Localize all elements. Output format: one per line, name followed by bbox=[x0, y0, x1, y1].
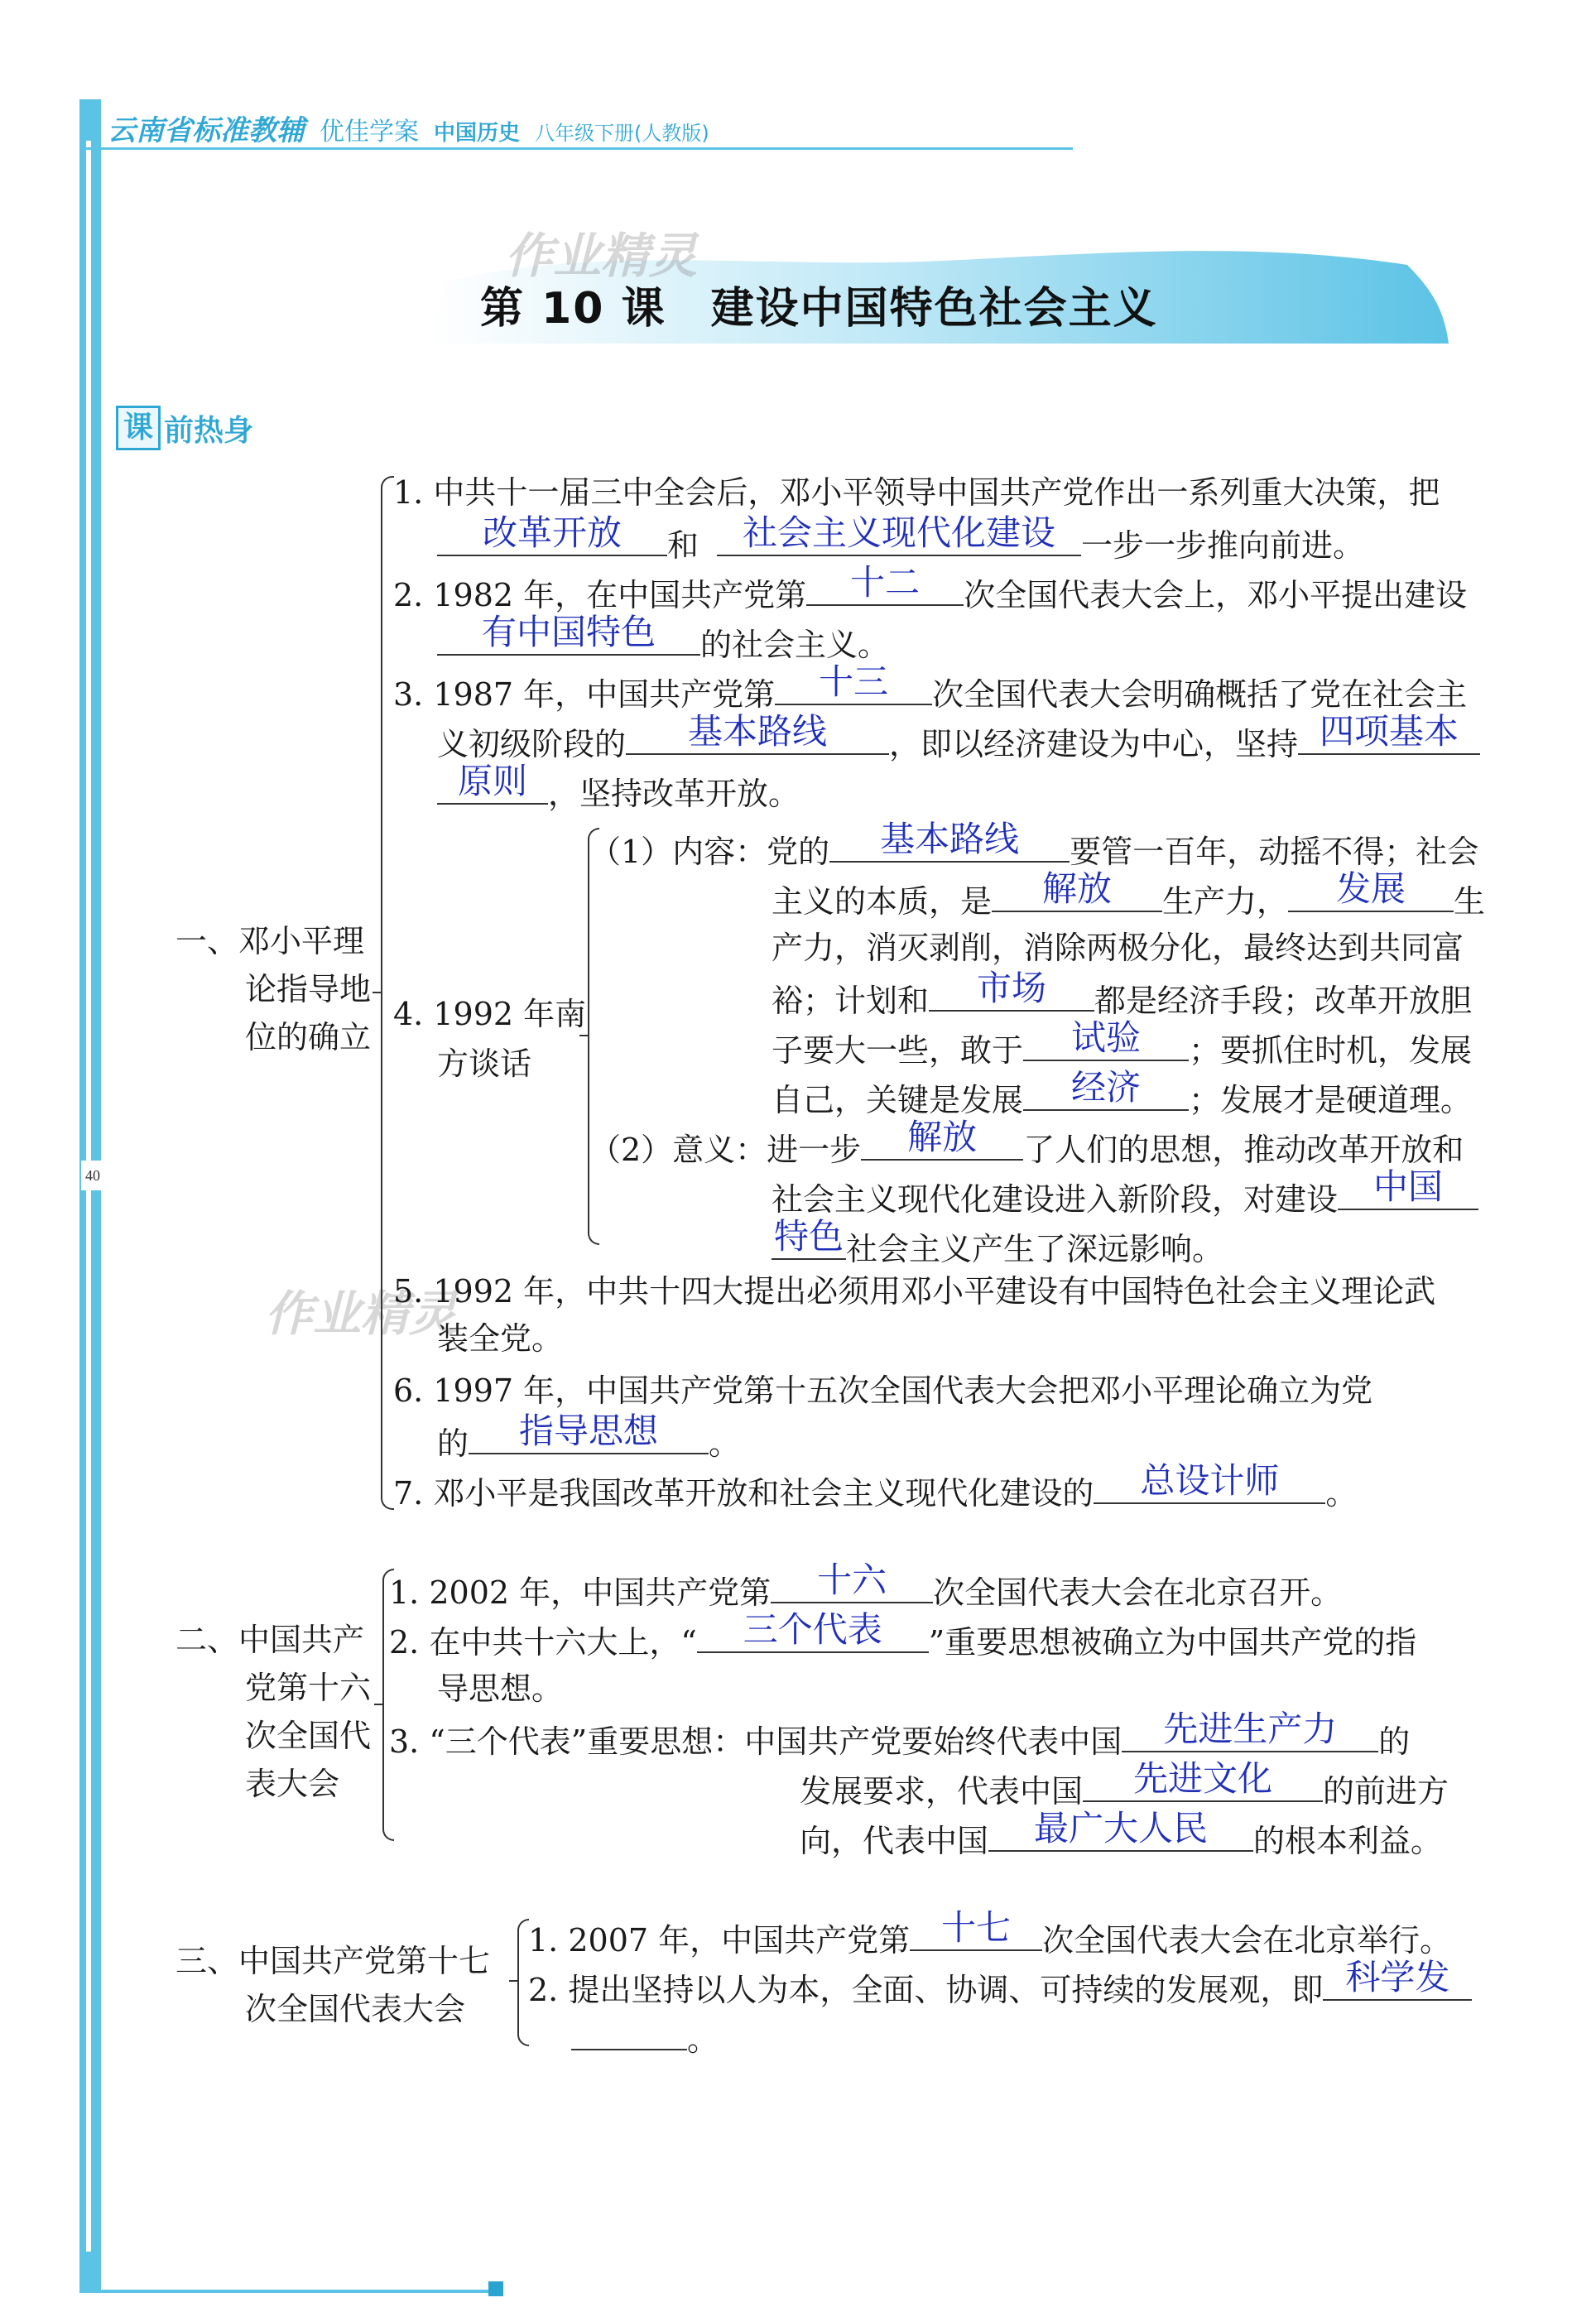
answer-text: 改革开放 bbox=[482, 512, 622, 553]
p1-item5-line1: 5. 1992 年，中共十四大提出必须用邓小平建设有中国特色社会主义理论武 bbox=[393, 1273, 1436, 1310]
text: （2）意义：进一步 bbox=[589, 1132, 862, 1168]
part3-heading-line: 三、中国共产党第十七 bbox=[175, 1943, 491, 1979]
series-name: 云南省标准教辅 bbox=[108, 114, 305, 147]
text: 生产力， bbox=[1162, 883, 1289, 920]
answer-blank bbox=[1288, 868, 1454, 912]
answer-text: 十二 bbox=[850, 562, 921, 603]
answer-text: 先进生产力 bbox=[1163, 1709, 1338, 1749]
text: 自己，关键是发展 bbox=[772, 1082, 1024, 1118]
text: 次全国代表大会明确概括了党在社会主 bbox=[932, 676, 1468, 713]
p1-item3-line1 bbox=[393, 661, 1468, 715]
text: 中国共产党要始终代表中国 bbox=[744, 1723, 1122, 1760]
answer-blank bbox=[1122, 1709, 1378, 1752]
p1-item4-label2: 方谈话 bbox=[437, 1045, 532, 1082]
text: 的根本利益。 bbox=[1253, 1823, 1443, 1859]
answer-blank bbox=[1023, 1017, 1189, 1061]
answer-blank bbox=[1338, 1166, 1478, 1210]
section-label: 前热身 bbox=[164, 413, 254, 448]
text: ；要抓住时机，发展 bbox=[1189, 1032, 1473, 1069]
answer-text: 先进文化 bbox=[1133, 1758, 1273, 1799]
text: 。 bbox=[1325, 1475, 1358, 1512]
answer-text: 解放 bbox=[1042, 868, 1113, 909]
text: 向，代表中国 bbox=[800, 1823, 989, 1859]
subject-name: 中国历史 bbox=[434, 121, 521, 146]
answer-text: 基本路线 bbox=[688, 711, 828, 752]
part1-brace-tick bbox=[373, 992, 381, 993]
text: 裕；计划和 bbox=[772, 983, 930, 1019]
text: 3. 1987 年，中国共产党第 bbox=[393, 676, 776, 713]
p1-item5-line2: 装全党。 bbox=[437, 1320, 564, 1357]
answer-blank bbox=[775, 661, 932, 705]
page-number: 40 bbox=[81, 1161, 104, 1190]
p1-item4-c2-line3 bbox=[772, 1216, 1224, 1270]
p1-item3-line3 bbox=[437, 761, 800, 815]
text: 了人们的思想，推动改革开放和 bbox=[1023, 1132, 1464, 1168]
text: 3. “三个代表”重要思想： bbox=[389, 1723, 745, 1760]
text: 要管一百年，动摇不得；社会 bbox=[1070, 834, 1479, 870]
p1-item7 bbox=[393, 1460, 1358, 1514]
text: 的前进方 bbox=[1323, 1773, 1449, 1810]
answer-text: 经济 bbox=[1071, 1067, 1142, 1108]
answer-text: 市场 bbox=[977, 968, 1047, 1008]
p1-item4-label: 4. 1992 年南 bbox=[393, 996, 587, 1032]
text: 次全国代表大会在北京召开。 bbox=[933, 1574, 1343, 1611]
text: 都是经济手段；改革开放胆 bbox=[1094, 983, 1473, 1019]
text: （1）内容：党的 bbox=[589, 834, 830, 870]
text: 一步一步推向前进。 bbox=[1081, 527, 1365, 564]
section-tag bbox=[116, 406, 253, 450]
left-margin-inner-line bbox=[86, 141, 91, 2252]
answer-blank bbox=[772, 1216, 846, 1260]
answer-blank bbox=[697, 1609, 929, 1653]
answer-blank bbox=[1083, 1758, 1323, 1802]
answer-text: 指导思想 bbox=[519, 1411, 659, 1451]
answer-blank bbox=[437, 512, 667, 556]
answer-blank bbox=[437, 612, 700, 656]
answer-text: 科学发 bbox=[1345, 1957, 1450, 1997]
text: 7. 邓小平是我国改革开放和社会主义现代化建设的 bbox=[393, 1475, 1094, 1512]
p2-item2-line1 bbox=[389, 1609, 1417, 1663]
watermark-top: 作业精灵 bbox=[505, 228, 698, 284]
answer-blank bbox=[992, 868, 1162, 912]
footer-rule bbox=[79, 2290, 493, 2293]
p1-item1-line1: 1. 中共十一届三中全会后，邓小平领导中国共产党作出一系列重大决策，把 bbox=[393, 474, 1440, 511]
book-name: 优佳学案 bbox=[320, 118, 419, 147]
lesson-title: 第 10 课 建设中国特色社会主义 bbox=[480, 284, 1158, 334]
answer-blank bbox=[717, 512, 1081, 556]
p2-item1 bbox=[389, 1560, 1343, 1613]
answer-text: 十三 bbox=[819, 661, 889, 702]
item4-brace bbox=[588, 828, 599, 1245]
p1-item2-line2 bbox=[437, 612, 890, 666]
watermark-middle: 作业精灵 bbox=[265, 1286, 458, 1342]
footer-square-ornament bbox=[488, 2281, 503, 2296]
answer-blank bbox=[1094, 1460, 1325, 1504]
answer-blank bbox=[1298, 711, 1480, 755]
answer-blank bbox=[626, 711, 889, 755]
p1-item4-c1-line4 bbox=[772, 968, 1473, 1021]
p1-item3-line2 bbox=[437, 711, 1480, 765]
p1-item4-c2-line2 bbox=[772, 1166, 1478, 1220]
text: 的 bbox=[437, 1425, 469, 1462]
part2-heading-line: 次全国代 bbox=[245, 1718, 372, 1754]
text: 。 bbox=[687, 2021, 719, 2058]
part2-brace-tick bbox=[374, 1704, 382, 1705]
p3-item1 bbox=[528, 1907, 1452, 1961]
p3-item2-line2 bbox=[571, 2016, 719, 2060]
part1-heading bbox=[175, 917, 371, 1061]
running-header bbox=[108, 108, 709, 147]
answer-blank bbox=[1023, 1067, 1189, 1111]
part2-heading-line: 二、中国共产 bbox=[175, 1622, 365, 1658]
answer-blank bbox=[1323, 1957, 1472, 2001]
p1-item6-line1: 6. 1997 年，中国共产党第十五次全国代表大会把邓小平理论确立为党 bbox=[393, 1372, 1373, 1409]
item4-brace-tick bbox=[579, 1035, 588, 1036]
text: 1. 2002 年，中国共产党第 bbox=[389, 1574, 772, 1611]
p1-item4-c2-line1 bbox=[589, 1117, 1464, 1170]
answer-text: 三个代表 bbox=[743, 1609, 882, 1650]
part3-brace bbox=[517, 1919, 529, 2046]
answer-text: 总设计师 bbox=[1140, 1460, 1280, 1501]
p2-item3-line1 bbox=[389, 1709, 1411, 1762]
part1-heading-line: 论指导地 bbox=[245, 971, 372, 1007]
text: 2. 1982 年，在中国共产党第 bbox=[393, 577, 807, 613]
p2-item3-line3 bbox=[800, 1808, 1443, 1862]
section-badge: 课 bbox=[116, 406, 161, 450]
answer-blank bbox=[910, 1907, 1042, 1951]
p1-item2-line1 bbox=[393, 562, 1468, 616]
p1-item4-c1-line3: 产力，消灭剥削，消除两极分化，最终达到共同富 bbox=[772, 930, 1464, 966]
answer-blank bbox=[469, 1411, 709, 1454]
text: 的社会主义。 bbox=[700, 627, 890, 663]
text: ”重要思想被确立为中国共产党的指 bbox=[928, 1624, 1417, 1661]
p1-item4-c1-line2 bbox=[772, 868, 1486, 922]
text: 发展要求，代表中国 bbox=[800, 1773, 1084, 1810]
text: 生 bbox=[1454, 883, 1486, 920]
answer-blank bbox=[988, 1808, 1253, 1852]
answer-text: 有中国特色 bbox=[481, 612, 656, 652]
text: 子要大一些，敢于 bbox=[772, 1032, 1024, 1069]
part2-heading bbox=[175, 1616, 371, 1808]
text: 和 bbox=[667, 527, 699, 564]
answer-text: 发展 bbox=[1336, 868, 1406, 909]
text: 次全国代表大会上，邓小平提出建设 bbox=[964, 577, 1468, 613]
text: ，坚持改革开放。 bbox=[548, 776, 800, 812]
answer-blank bbox=[771, 1560, 933, 1603]
part3-brace-tick bbox=[509, 1980, 517, 1982]
text: 2. 在中共十六大上，“ bbox=[389, 1624, 697, 1661]
text: 。 bbox=[709, 1425, 741, 1462]
answer-blank bbox=[571, 2016, 687, 2050]
part1-heading-line: 位的确立 bbox=[245, 1019, 372, 1055]
p3-item2-line1 bbox=[528, 1957, 1472, 2011]
answer-text: 十七 bbox=[941, 1907, 1012, 1948]
answer-text: 社会主义现代化建设 bbox=[743, 512, 1056, 553]
answer-text: 基本路线 bbox=[880, 819, 1020, 859]
answer-blank bbox=[861, 1117, 1023, 1161]
text: 次全国代表大会在北京举行。 bbox=[1042, 1922, 1452, 1959]
answer-text: 解放 bbox=[907, 1117, 978, 1157]
part3-heading bbox=[175, 1937, 490, 2033]
text: ，即以经济建设为中心，坚持 bbox=[889, 726, 1299, 762]
p2-item3-line2 bbox=[800, 1758, 1449, 1812]
text: 1. 2007 年，中国共产党第 bbox=[528, 1922, 911, 1959]
text: 社会主义产生了深远影响。 bbox=[846, 1231, 1224, 1267]
p1-item4-c1-line1 bbox=[589, 819, 1479, 872]
text: ；发展才是硬道理。 bbox=[1189, 1082, 1473, 1118]
text: 义初级阶段的 bbox=[437, 726, 627, 762]
answer-text: 十六 bbox=[817, 1560, 887, 1600]
answer-blank bbox=[806, 562, 964, 606]
part2-heading-line: 表大会 bbox=[245, 1766, 340, 1802]
answer-text: 原则 bbox=[457, 761, 527, 801]
answer-text: 中国 bbox=[1373, 1166, 1444, 1207]
p2-item2-line2: 导思想。 bbox=[437, 1670, 564, 1707]
part1-brace bbox=[381, 476, 394, 1510]
grade-label: 八年级下册(人教版) bbox=[535, 122, 709, 145]
text: 社会主义现代化建设进入新阶段，对建设 bbox=[772, 1181, 1339, 1218]
answer-text: 最广大人民 bbox=[1034, 1808, 1209, 1848]
part3-heading-line: 次全国代表大会 bbox=[245, 1991, 466, 2027]
text: 2. 提出坚持以人为本，全面、协调、可持续的发展观，即 bbox=[528, 1972, 1324, 2008]
answer-blank bbox=[929, 968, 1094, 1012]
p1-item4-c1-line6 bbox=[772, 1067, 1473, 1121]
answer-text: 试验 bbox=[1071, 1017, 1142, 1058]
p1-item6-line2 bbox=[437, 1411, 741, 1464]
text: 的 bbox=[1378, 1723, 1411, 1760]
answer-text: 特色 bbox=[773, 1216, 844, 1257]
part2-heading-line: 党第十六 bbox=[245, 1670, 372, 1706]
answer-blank bbox=[829, 819, 1070, 863]
part1-heading-line: 一、邓小平理 bbox=[175, 923, 365, 959]
answer-text: 四项基本 bbox=[1320, 711, 1459, 752]
text: 主义的本质，是 bbox=[772, 883, 993, 920]
answer-blank bbox=[437, 761, 548, 805]
p1-item4-c1-line5 bbox=[772, 1017, 1473, 1071]
p1-item1-line2 bbox=[437, 512, 1365, 566]
